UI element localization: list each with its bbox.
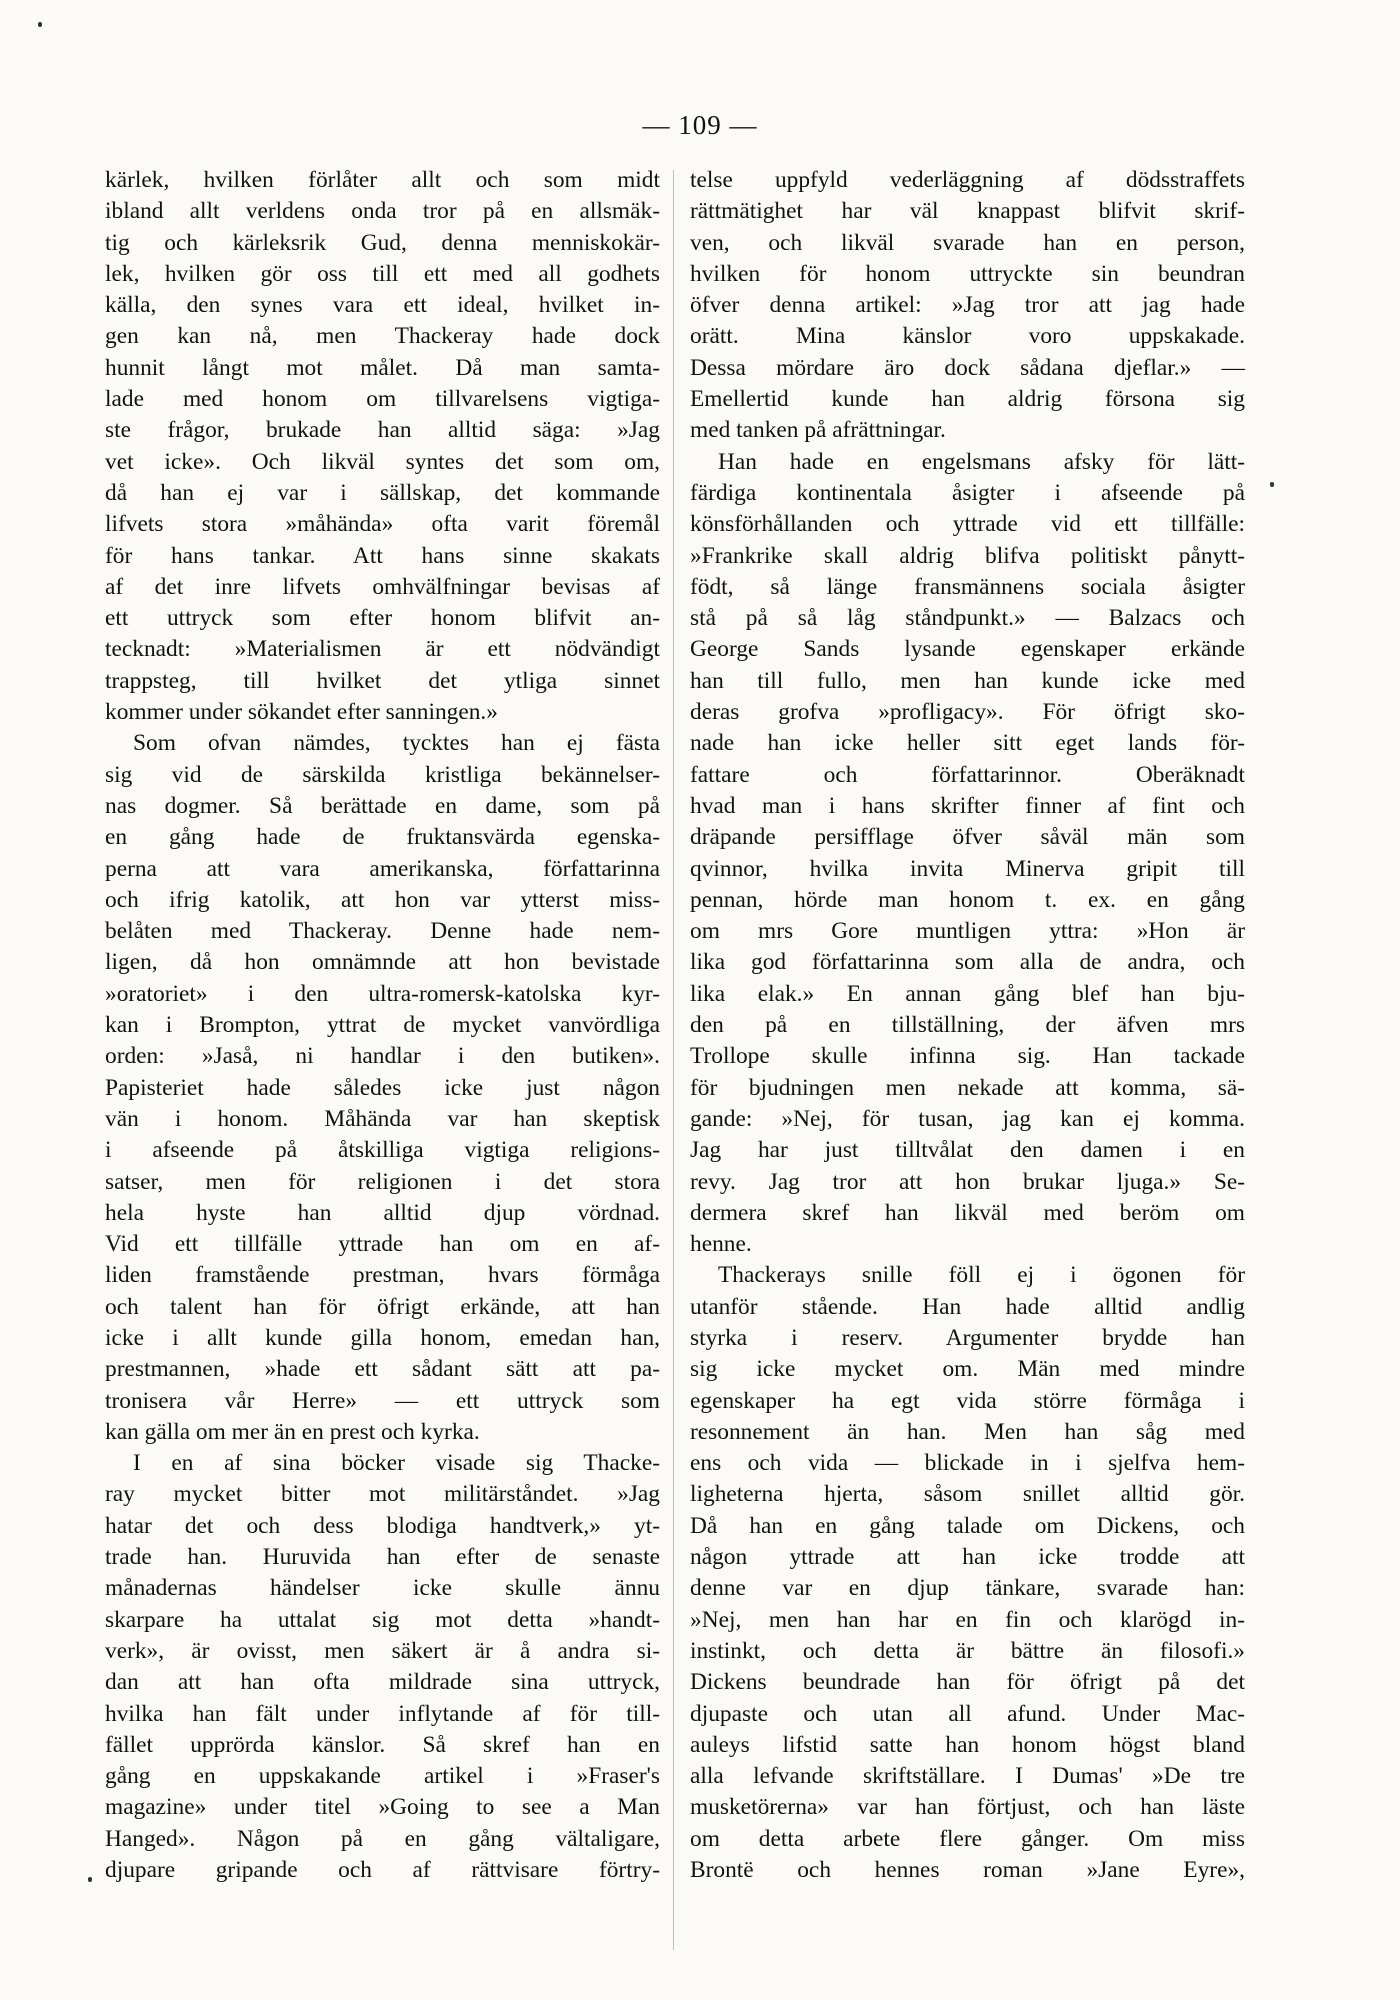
- text-line: då han ej var i sällskap, det kommande: [105, 479, 660, 506]
- text-line: denne var en djup tänkare, svarade han:: [690, 1575, 1245, 1602]
- text-line: Papisteriet hade således icke just någon: [105, 1074, 660, 1101]
- text-line: nas dogmer. Så berättade en dame, som på: [105, 792, 660, 819]
- text-line: tronisera vår Herre» — ett uttryck som: [105, 1387, 660, 1414]
- text-line: dermera skref han likväl med beröm om: [690, 1199, 1245, 1226]
- text-line: af det inre lifvets omhvälfningar bevisas af: [105, 573, 660, 600]
- text-line: skarpare ha uttalat sig mot detta »handt-: [105, 1606, 660, 1633]
- text-line: hatar det och dess blodiga handtverk,» yt-: [105, 1512, 660, 1539]
- text-line: resonnement än han. Men han såg med: [690, 1418, 1245, 1445]
- text-line: gång en uppskakande artikel i »Fraser's: [105, 1763, 660, 1790]
- text-line: med tanken på afrättningar.: [690, 417, 946, 444]
- text-line: magazine» under titel »Going to see a Man: [105, 1794, 660, 1821]
- text-line: utanför stående. Han hade alltid andlig: [690, 1293, 1245, 1320]
- column-divider: [673, 170, 674, 1950]
- text-line: trade han. Huruvida han efter de senaste: [105, 1544, 660, 1571]
- text-line: och ifrig katolik, att hon var ytterst miss-: [105, 886, 660, 913]
- text-line: gande: »Nej, för tusan, jag kan ej komma.: [690, 1105, 1245, 1132]
- text-line: om detta arbete flere gånger. Om miss: [690, 1825, 1245, 1852]
- text-line: »Nej, men han har en fin och klarögd in-: [690, 1606, 1245, 1633]
- text-line: lifvets stora »måhända» ofta varit föremål: [105, 511, 660, 538]
- text-line: tig och kärleksrik Gud, denna menniskokär-: [105, 229, 660, 256]
- text-line: fattare och författarinnor. Oberäknadt: [690, 761, 1245, 788]
- text-line: telse uppfyld vederläggning af dödsstraffets: [690, 167, 1245, 193]
- text-line: vän i honom. Måhända var han skeptisk: [105, 1105, 660, 1132]
- text-line: tecknadt: »Materialismen är ett nödvändigt: [105, 636, 660, 663]
- text-line: sig icke mycket om. Män med mindre: [690, 1356, 1245, 1383]
- print-speck: [38, 22, 42, 27]
- text-line: öfver denna artikel: »Jag tror att jag hade: [690, 292, 1245, 319]
- text-line: ett uttryck som efter honom blifvit an-: [105, 605, 660, 632]
- text-line: orden: »Jaså, ni handlar i den butiken».: [105, 1043, 660, 1070]
- text-line: ray mycket bitter mot militärståndet. »Jag: [105, 1481, 660, 1508]
- text-line: icke i allt kunde gilla honom, emedan han,: [105, 1324, 660, 1351]
- text-line: rättmätighet har väl knappast blifvit skrif-: [690, 198, 1245, 225]
- text-line: källa, den synes vara ett ideal, hvilket in-: [105, 292, 660, 319]
- text-line: Emellertid kunde han aldrig försona sig: [690, 386, 1245, 413]
- text-line: i afseende på åtskilliga vigtiga religions-: [105, 1137, 660, 1164]
- text-line: George Sands lysande egenskaper erkände: [690, 636, 1245, 663]
- print-speck: [1270, 482, 1274, 487]
- text-line: henne.: [690, 1231, 752, 1258]
- text-line: trappsteg, till hvilket det ytliga sinnet: [105, 667, 660, 694]
- text-line: perna att vara amerikanska, författarinna: [105, 855, 660, 882]
- text-line: kommer under sökandet efter sanningen.»: [105, 699, 498, 726]
- text-line: Brontë och hennes roman »Jane Eyre»,: [690, 1857, 1245, 1884]
- text-line: för bjudningen men nekade att komma, sä-: [690, 1074, 1245, 1101]
- text-line: någon yttrade att han icke trodde att: [690, 1544, 1245, 1571]
- text-line: kan gälla om mer än en prest och kyrka.: [105, 1418, 480, 1445]
- text-line: fället upprörda känslor. Så skref han en: [105, 1731, 660, 1758]
- text-line: dräpande persifflage öfver såväl män som: [690, 824, 1245, 851]
- text-line: vet icke». Och likväl syntes det som om,: [105, 448, 660, 475]
- text-line: musketörerna» var han förtjust, och han läste: [690, 1794, 1245, 1821]
- text-line: kärlek, hvilken förlåter allt och som midt: [105, 167, 660, 193]
- text-line: ligheterna hjerta, såsom snillet alltid gör.: [690, 1481, 1245, 1508]
- text-line: den på en tillställning, der äfven mrs: [690, 1012, 1245, 1039]
- text-line: hvad man i hans skrifter finner af fint och: [690, 792, 1245, 819]
- text-line: styrka i reserv. Argumenter brydde han: [690, 1324, 1245, 1351]
- text-line: revy. Jag tror att hon brukar ljuga.» Se-: [690, 1168, 1245, 1195]
- text-line: könsförhållanden och yttrade vid ett tillfälle:: [690, 511, 1245, 538]
- text-line: auleys lifstid satte han honom högst bland: [690, 1731, 1245, 1758]
- text-line: Dickens beundrade han för öfrigt på det: [690, 1669, 1245, 1696]
- text-line: hunnit långt mot målet. Då man samta-: [105, 354, 660, 381]
- text-line: hvilka han fält under inflytande af för till-: [105, 1700, 660, 1727]
- text-line: en gång hade de fruktansvärda egenska-: [105, 824, 660, 851]
- text-line: Dessa mördare äro dock sådana djeflar.» —: [690, 354, 1245, 381]
- text-line: lika elak.» En annan gång blef han bju-: [690, 980, 1245, 1007]
- text-line: I en af sina böcker visade sig Thacke-: [133, 1450, 660, 1477]
- text-line: färdiga kontinentala åsigter i afseende på: [690, 479, 1245, 506]
- text-line: »oratoriet» i den ultra-romersk-katolska kyr-: [105, 980, 660, 1007]
- text-line: lek, hvilken gör oss till ett med all godhets: [105, 260, 660, 287]
- text-line: lika god författarinna som alla de andra, och: [690, 949, 1245, 976]
- left-text-column: [105, 165, 660, 1886]
- text-line: pennan, hörde man honom t. ex. en gång: [690, 886, 1245, 913]
- page-number: — 109 —: [642, 110, 758, 140]
- text-line: Som ofvan nämdes, tycktes han ej fästa: [133, 730, 660, 757]
- text-line: deras grofva »profligacy». För öfrigt sko-: [690, 699, 1245, 726]
- text-line: ven, och likväl svarade han en person,: [690, 229, 1245, 256]
- text-line: hvilken för honom uttryckte sin beundran: [690, 260, 1245, 287]
- text-line: ibland allt verldens onda tror på en allsmäk-: [105, 198, 660, 225]
- text-line: han till fullo, men han kunde icke med: [690, 667, 1245, 694]
- text-line: kan i Brompton, yttrat de mycket vanvördliga: [105, 1012, 660, 1039]
- text-line: lade med honom om tillvarelsens vigtiga-: [105, 386, 660, 413]
- text-line: instinkt, och detta är bättre än filosofi.»: [690, 1637, 1245, 1664]
- text-line: ens och vida — blickade in i sjelfva hem-: [690, 1450, 1245, 1477]
- text-line: gen kan nå, men Thackeray hade dock: [105, 323, 660, 350]
- text-line: Jag har just tilltvålat den damen i en: [690, 1137, 1245, 1164]
- text-line: för hans tankar. Att hans sinne skakats: [105, 542, 660, 569]
- text-line: djupare gripande och af rättvisare förtry-: [105, 1857, 660, 1884]
- text-line: Vid ett tillfälle yttrade han om en af-: [105, 1231, 660, 1258]
- text-line: ligen, då hon omnämnde att hon bevistade: [105, 949, 660, 976]
- text-line: dan att han ofta mildrade sina uttryck,: [105, 1669, 660, 1696]
- text-line: liden framstående prestman, hvars förmåga: [105, 1262, 660, 1289]
- text-line: födt, så länge fransmännens sociala åsigter: [690, 573, 1245, 600]
- text-line: hela hyste han alltid djup vördnad.: [105, 1199, 660, 1226]
- text-line: Thackerays snille föll ej i ögonen för: [718, 1262, 1245, 1289]
- text-line: Då han en gång talade om Dickens, och: [690, 1512, 1245, 1539]
- right-text-column: [690, 165, 1245, 1886]
- text-line: orätt. Mina känslor voro uppskakade.: [690, 323, 1245, 350]
- text-line: satser, men för religionen i det stora: [105, 1168, 660, 1195]
- text-line: verk», är ovisst, men säkert är å andra si-: [105, 1637, 660, 1664]
- text-line: sig vid de särskilda kristliga bekännelser-: [105, 761, 660, 788]
- text-line: prestmannen, »hade ett sådant sätt att pa-: [105, 1356, 660, 1383]
- text-line: om mrs Gore muntligen yttra: »Hon är: [690, 918, 1245, 945]
- text-line: ste frågor, brukade han alltid säga: »Jag: [105, 417, 660, 444]
- text-line: och talent han för öfrigt erkände, att han: [105, 1293, 660, 1320]
- text-line: qvinnor, hvilka invita Minerva gripit till: [690, 855, 1245, 882]
- text-line: månadernas händelser icke skulle ännu: [105, 1575, 660, 1602]
- text-line: egenskaper ha egt vida större förmåga i: [690, 1387, 1245, 1414]
- text-line: nade han icke heller sitt eget lands för-: [690, 730, 1245, 757]
- text-line: djupaste och utan all afund. Under Mac-: [690, 1700, 1245, 1727]
- text-line: stå på så låg ståndpunkt.» — Balzacs och: [690, 605, 1245, 632]
- text-line: Hanged». Någon på en gång vältaligare,: [105, 1825, 660, 1852]
- text-line: »Frankrike skall aldrig blifva politiskt pånytt-: [690, 542, 1245, 569]
- text-line: Trollope skulle infinna sig. Han tackade: [690, 1043, 1245, 1070]
- text-line: Han hade en engelsmans afsky för lätt-: [718, 448, 1245, 475]
- text-line: alla lefvande skriftställare. I Dumas' »De tre: [690, 1763, 1245, 1790]
- text-line: belåten med Thackeray. Denne hade nem-: [105, 918, 660, 945]
- print-speck: [88, 1877, 92, 1882]
